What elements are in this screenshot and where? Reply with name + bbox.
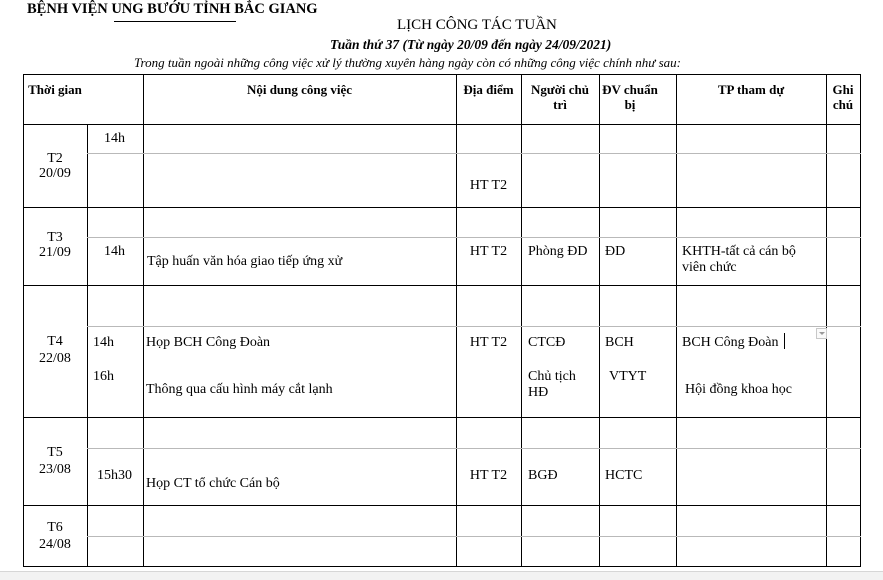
day-label: T4 xyxy=(47,334,63,349)
col-divider xyxy=(143,74,144,566)
row-divider xyxy=(23,505,861,506)
day-date: 21/09 xyxy=(39,245,71,260)
entry-content: Họp BCH Công Đoàn xyxy=(146,335,271,350)
subrow-line xyxy=(87,237,861,238)
day-label: T2 xyxy=(47,151,63,166)
entry-time: 14h xyxy=(104,244,125,259)
col-divider xyxy=(456,74,457,566)
entry-content: Họp CT tổ chức Cán bộ xyxy=(146,476,280,491)
subrow-line xyxy=(87,448,861,449)
entry-location: HT T2 xyxy=(469,468,508,483)
col-header-time: Thời gian xyxy=(28,82,82,97)
day-date: 20/09 xyxy=(39,166,71,181)
entry-host: BGĐ xyxy=(528,468,558,483)
entry-content: Thông qua cấu hình máy cắt lạnh xyxy=(146,382,333,397)
table-border-bottom xyxy=(23,566,861,567)
entry-prep: BCH xyxy=(605,335,634,350)
table-border-right xyxy=(860,74,861,566)
entry-content: Tập huấn văn hóa giao tiếp ứng xử xyxy=(147,254,343,269)
page-title: LỊCH CÔNG TÁC TUẦN xyxy=(397,17,557,33)
table-border-left xyxy=(23,74,24,566)
week-subtitle: Tuần thứ 37 (Từ ngày 20/09 đến ngày 24/09/2021) xyxy=(330,37,612,52)
entry-attend[interactable]: BCH Công Đoàn xyxy=(682,335,779,350)
day-label: T5 xyxy=(47,445,63,460)
entry-time: 15h30 xyxy=(97,468,132,483)
col-header-location: Địa điểm xyxy=(463,82,514,97)
entry-location: HT T2 xyxy=(469,244,508,259)
entry-host: Chủ tịch HĐ xyxy=(528,369,576,400)
col-divider xyxy=(599,74,600,566)
col-header-content: Nội dung công việc xyxy=(246,82,353,97)
day-label: T6 xyxy=(47,520,63,535)
subrow-line xyxy=(87,153,861,154)
intro-text: Trong tuần ngoài những công việc xử lý thường xuyên hàng ngày còn có những công việc chính như sau: xyxy=(134,55,681,70)
col-header-host: Người chủ trì xyxy=(531,82,589,112)
entry-prep: ĐD xyxy=(605,244,626,259)
entry-attend: Hội đồng khoa học xyxy=(685,382,792,397)
col-divider xyxy=(87,124,88,566)
subrow-line xyxy=(87,536,861,537)
col-header-prep: ĐV chuẩn bị xyxy=(602,82,658,112)
entry-prep: HCTC xyxy=(605,468,643,483)
entry-attend: KHTH-tất cả cán bộ viên chức xyxy=(682,244,796,275)
dropdown-arrow-icon[interactable] xyxy=(816,328,827,339)
row-divider xyxy=(23,124,861,125)
entry-time: 14h xyxy=(104,131,125,146)
hospital-underline xyxy=(114,21,236,22)
day-date: 23/08 xyxy=(39,462,71,477)
entry-host: CTCĐ xyxy=(528,335,566,350)
row-divider xyxy=(23,207,861,208)
entry-time: 16h xyxy=(93,369,114,384)
text-cursor xyxy=(784,333,785,349)
entry-prep: VTYT xyxy=(609,369,647,384)
day-date: 22/08 xyxy=(39,351,71,366)
subrow-line xyxy=(87,326,861,327)
day-label: T3 xyxy=(47,230,63,245)
row-divider xyxy=(23,285,861,286)
day-date: 24/08 xyxy=(39,537,71,552)
entry-location: HT T2 xyxy=(469,335,508,350)
entry-host: Phòng ĐD xyxy=(528,244,588,259)
table-border-top xyxy=(23,74,861,75)
col-divider xyxy=(676,74,677,566)
col-divider xyxy=(521,74,522,566)
entry-time: 14h xyxy=(93,335,114,350)
col-header-note: Ghi chú xyxy=(832,82,854,112)
entry-location: HT T2 xyxy=(469,178,508,193)
hospital-name: BỆNH VIỆN UNG BƯỚU TỈNH BẮC GIANG xyxy=(27,1,318,17)
col-header-attend: TP tham dự xyxy=(717,82,785,97)
row-divider xyxy=(23,417,861,418)
col-divider xyxy=(826,74,827,566)
